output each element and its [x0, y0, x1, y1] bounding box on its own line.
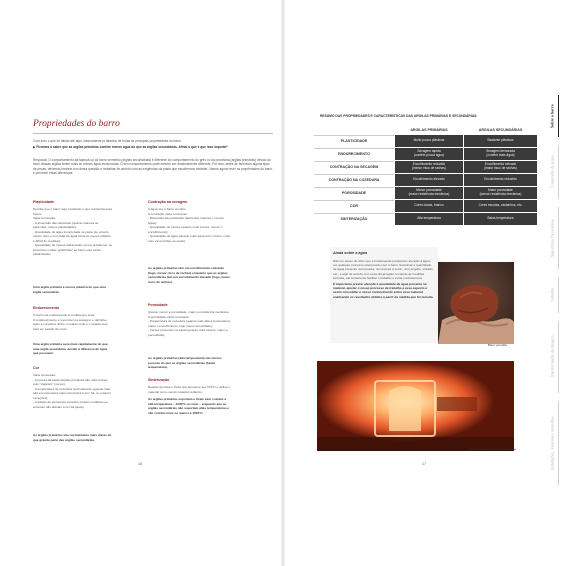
side-nav-line [558, 321, 559, 393]
secondary-value: Cores escuras, castanhos, etc. [464, 200, 537, 212]
chapter-side-nav [546, 95, 560, 485]
book-gutter [281, 0, 285, 566]
property-name: PLASTICIDADE [314, 135, 394, 147]
aside-body: Não me canso de dizer que é fundamental prestarmos atenção à água, em qualquer processo relacionado com o barro. Examinar a quantidade de água presente numa pasta, numa peça a secar, num engobe, vidrado, etc., é algo de acordo com essa observação, tomando as medidas corretas, vai certamente facilitar o trabalho e evitar contratempos. [333, 259, 434, 280]
table-header-row [314, 127, 537, 134]
primary-value: Secagem rápida (contém pouca água) [395, 148, 463, 160]
text-cor: Varia consoante: - A pureza da pasta (argilas primárias são mais limpas pois "viajaram" menos); - A temperatura de cozedura (normalmente quando mais alta a temperatura mais escura fica a cor: há, no entanto, exceções); - A adição de elementos corantes (óxidos metálicos ou corantes não alteram a cor da pasta). [33, 373, 112, 409]
table-row [314, 161, 537, 173]
caption-kiln: O barro a transformar-se em cerâmica. [468, 447, 517, 451]
primary-value: Encolhimento elevado [395, 174, 463, 186]
caption-red-clay: Barro vermelho. [488, 343, 508, 347]
kiln-image [317, 361, 517, 451]
property-name: COR [314, 200, 394, 212]
secondary-value: Bastante plásticas [464, 135, 537, 147]
table-row [314, 200, 537, 212]
text-endurecimento: O barro vai endurecendo à medida que seca. O endurecimento é reversível na secagem e definitivo após a cozedura. Entre o estado mole e o estado seco está em estado de couro. [33, 313, 108, 331]
note-contracao: As argilas primárias têm um encolhimento reduzido (logo, menor risco de rachas) enquanto que as argilas secundárias têm um encolhimento elevado (logo, maior risco de rachas). [148, 266, 230, 284]
text-sinterizacao: Reação química e física que acontece aos 573ºC e define o material como sendo material cerâmico. [148, 385, 231, 394]
heading-endurecimento: Endurecimento [33, 306, 60, 310]
properties-table [313, 126, 538, 226]
page-number-right: 17 [422, 462, 426, 466]
table-row [314, 213, 537, 225]
property-name: CONTRAÇÃO NA SECAGEM [314, 161, 394, 173]
aside-text [333, 259, 435, 299]
side-nav-item-superficies[interactable]: Superfícies Decorativas [549, 218, 555, 258]
text-porosidade: Quanto menor a porosidade, maior a resistência mecânica. A porosidade varia consoante: - Temperatura de cozedura (quanto mais alta a temperatura, maior o encolhimento, logo menor porosidade); - Inertes presentes na pasta (quanto mais inertes, maior a porosidade). [148, 310, 231, 337]
secondary-value: Maior porosidade (menor resistência mecânica) [464, 187, 537, 199]
side-nav-line [558, 277, 559, 313]
primary-value: Muito pouco plásticas [395, 135, 463, 147]
red-clay-photo [438, 262, 514, 344]
side-nav-item-vidrados[interactable]: Vidrados [549, 287, 555, 303]
question-paragraph: ▶ Ficamos a saber que as argilas primárias contêm menos água do que as argilas secundárias. Afinal o que é que isso importa? [33, 145, 228, 149]
note-endurecimento: Uma argila primária seca mais rapidamente do que uma argila secundária, devido à diferença de água que possuem. [33, 342, 108, 355]
page-number-left: 16 [138, 462, 142, 466]
side-nav-item-transformacao[interactable]: Transformação da imagem [549, 335, 555, 379]
side-nav-item-instalacoes[interactable]: Instalações, materiais e utensílios [549, 416, 555, 470]
heading-cor: Cor [33, 366, 40, 370]
side-nav-item-construcao[interactable]: Construção de peças [549, 155, 555, 189]
secondary-value: Secagem demorada (contém mais água) [464, 148, 537, 160]
header-empty [314, 127, 394, 134]
text-contracao: A água sai, o barro encolhe. A contração varia consoante: - Dimensão das partículas (partículas maiores = menos água); - Quantidade de inertes (quanto mais inertes, menor o encolhimento); - Quantidade de água (quanto mais água tiver o barro, mais este vai encolher ao secar). [148, 207, 231, 243]
property-name: POROSIDADE [314, 187, 394, 199]
note-sinterizacao: As argilas primárias suportam e ficam bem cozidas a alta temperatura – 1200ºC ou mais – enquanto que as argilas secundárias não suportam altas temperaturas e são cozidas mais ou menos a 1000ºC. [148, 397, 230, 415]
side-nav-line [558, 145, 559, 199]
heading-contracao: Contração na secagem [148, 200, 188, 204]
heading-plasticidade: Plasticidade [33, 200, 54, 204]
primary-value: Encolhimento reduzido (menor risco de rachas) [395, 161, 463, 173]
primary-value: Menor porosidade (maior resistência mecânica) [395, 187, 463, 199]
secondary-value: Baixa temperatura [464, 213, 537, 225]
table-heading: RESUMO DAS PROPRIEDADES E CARACTERÍSTICAS DAS ARGILAS PRIMÁRIAS E SECUNDÁRIAS: [320, 114, 478, 118]
primary-value: Cores claras, branco [395, 200, 463, 212]
side-nav-line [558, 401, 559, 485]
primary-value: Alta temperatura [395, 213, 463, 225]
table-row [314, 135, 537, 147]
header-secondary: ARGILAS SECUNDÁRIAS [478, 128, 523, 132]
table-row [314, 174, 537, 186]
table-row [314, 187, 537, 199]
heading-sinterizacao: Sinterização [148, 378, 170, 382]
side-nav-line [558, 207, 559, 269]
table-row [314, 148, 537, 160]
note-cor: As argilas primárias são normalmente mais claras do que grande parte das argilas secundárias. [33, 433, 112, 442]
aside-title: Ainda sobre a água [333, 251, 368, 255]
aside-emphasis: É importante prestar atenção à quantidade de água presente no material, ajustar o nosso processo de trabalho a esse aspecto e assim consolidar o nosso conhecimento sobre esse material, analisando os resultados obtidos à partir da medida que foi tomada. [333, 282, 434, 299]
note-porosidade: As argilas primárias (alta temperatura) são menos porosas do que as argilas secundárias (baixa temperatura). [148, 356, 222, 369]
title-rule [33, 133, 273, 134]
secondary-value: Encolhimento elevado (maior risco de rachas) [464, 161, 537, 173]
property-name: SINTERIZAÇÃO [314, 213, 394, 225]
page-title: Propriedades do barro [33, 119, 120, 129]
heading-porosidade: Porosidade [148, 303, 168, 307]
side-nav-line-active [558, 95, 559, 137]
secondary-value: Encolhimento reduzido [464, 174, 537, 186]
answer-paragraph: Resposta: O comportamento da faiança ou do barro vermelho (argilas secundárias) é diferente do comportamento do grés ou da porcelana (argilas primárias) devido ao facto dessas argilas terem mais ou menos água incorporada. O seu comportamento pode mesmo ser drasticamente diferente. Por isso, antes de fazermos alguns tipos de peças, devemos lembrar-nos desta questão e trabalhar de acordo com as exigências da pasta que escolhemos modelar. Vamos agora rever as propriedades do barro e perceber estas diferenças. [33, 158, 273, 176]
intro-paragraph: Com tudo o que foi falado até aqui, basicamente já falamos de todas as principais propriedades do barro. [33, 139, 182, 143]
red-clay-image [438, 262, 514, 344]
note-plasticidade: Uma argila primária é menos plástica do que uma argila secundária. [33, 285, 106, 294]
header-primary: ARGILAS PRIMÁRIAS [410, 128, 448, 132]
property-name: CONTRAÇÃO NA COZEDURA [314, 174, 394, 186]
side-nav-item-sobre-o-barro[interactable]: Sobre o barro [549, 104, 555, 128]
property-name: ENDURECIMENTO [314, 148, 394, 160]
text-plasticidade: Permite que o barro seja modelado e que mantenha essa forma. Varia consoante: - A dimensão das partículas (quanto maiores as partículas, menos plasticidade); - Quantidade de água incorporada na pasta (se a barro estiver duro e com falta de água torna-se menos plástico e difícil de modelar); - Quantidade de inertes adicionados (como já falamos, se juntarmos muitas "grãzinhas" ao barro este perde plasticidade). [33, 207, 113, 256]
kiln-photo [317, 361, 517, 451]
